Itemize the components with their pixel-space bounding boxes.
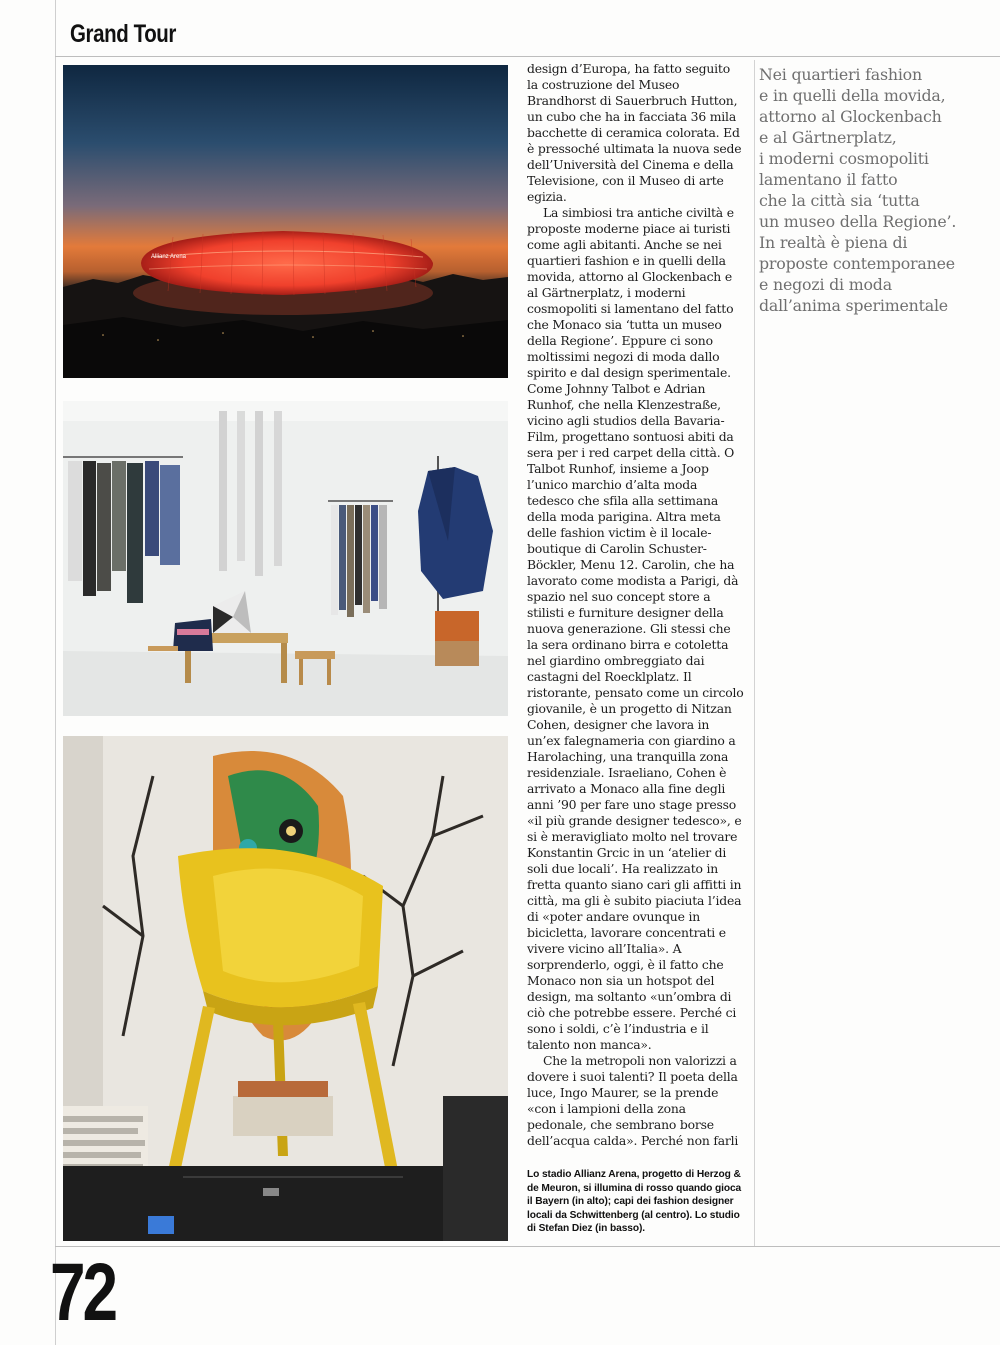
article-body [527,61,744,1149]
stadium-photo [63,65,508,378]
article-paragraph-3: Che la metropoli non valorizzi a dovere i suoi talenti? Il poeta della luce, Ingo Maurer, se la prende «con i lampioni della zona pedonale, che sembrano borse dell’acqua calda». Perché non farli [527,1053,739,1148]
pull-quote-rule [754,60,755,1246]
section-label: Grand Tour [70,20,176,48]
pull-quote: Nei quartieri fashion e in quelli della movida, attorno al Glockenbach e al Gärtnerplatz, i moderni cosmopoliti lamentano il fatto che la città sia ‘tutta un museo della Regione’. In realtà è piena di proposte contemporanee e negozi di moda dall’anima sperimentale [759,65,957,315]
photo-caption: Lo stadio Allianz Arena, progetto di Herzog & de Meuron, si illumina di rosso quando gioca il Bayern (in alto); capi dei fashion designer locali da Schwittenberg (al centro). Lo studio di Stefan Diez (in basso). [527,1169,742,1234]
page-number: 72 [50,1247,115,1338]
article-paragraph-2: La simbiosi tra antiche civiltà e proposte moderne piace ai turisti come agli abitanti. Anche se nei quartieri fashion e in quelli della movida, attorno al Glockenbach e al Gärtnerplatz, i moderni cosmopoliti si lamentano del fatto che Monaco sia ‘tutta un museo della Regione’. Eppure ci sono moltissimi negozi di moda dallo spirito e dal design sperimentale. Come Johnny Talbot e Adrian Runhof, che nella Klenzestraße, vicino agli studios della Bavaria-Film, progettano sontuosi abiti da sera per i red carpet della città. O Talbot Runhof, insieme a Joop l’unico marchio d’alta moda tedesco che sfila alla settimana della moda parigina. Altra meta delle fashion victim è il locale-boutique di Carolin Schuster-Böckler, Menu 12. Carolin, che ha lavorato come modista a Parigi, dà spazio nel suo concept store a stilisti e furniture designer della nuova generazione. Gli stessi che la sera ordinano birra e cotoletta nel giardino ombreggiato dai castagni del Roecklplatz. Il ristorante, pensato come un circolo giovanile, è un progetto di Nitzan Cohen, designer che lavora in un’ex falegnameria con giardino a Harolaching, una tranquilla zona residenziale. Israeliano, Cohen è arrivato a Monaco alla fine degli anni ’90 per fare uno stage presso «il più grande designer tedesco», e si è meravigliato molto nel trovare Konstantin Grcic in un ‘atelier di soli due locali’. Ha realizzato in fretta quanto siano cari gli affitti in città, ma gli è subito piaciuta l’idea di «poter andare ovunque in bicicletta, lavorare concentrati e vivere vicino all’Italia». A sorprenderlo, oggi, è il fatto che Monaco non sia un hotspot del design, ma soltanto «un’ombra di ciò che potrebbe essere. Perché ci sono i soldi, c’è l’industria e il talento non manca». [527,205,744,1052]
article-paragraph-1: design d’Europa, ha fatto seguito la costruzione del Museo Brandhorst di Sauerbruch Hutton, un cubo che ha in facciata 36 mila bacchette di ceramica colorata. Ed è pressoché ultimata la nuova sede dell’Università del Cinema e della Televisione, con il Museo di arte egizia. [527,61,742,204]
boutique-photo [63,401,508,716]
header-rule [55,56,1000,57]
left-margin-rule [55,0,56,1345]
footer-rule [55,1246,1000,1247]
studio-photo [63,736,508,1241]
stadium-sign-text: Allianz Arena [151,254,187,260]
